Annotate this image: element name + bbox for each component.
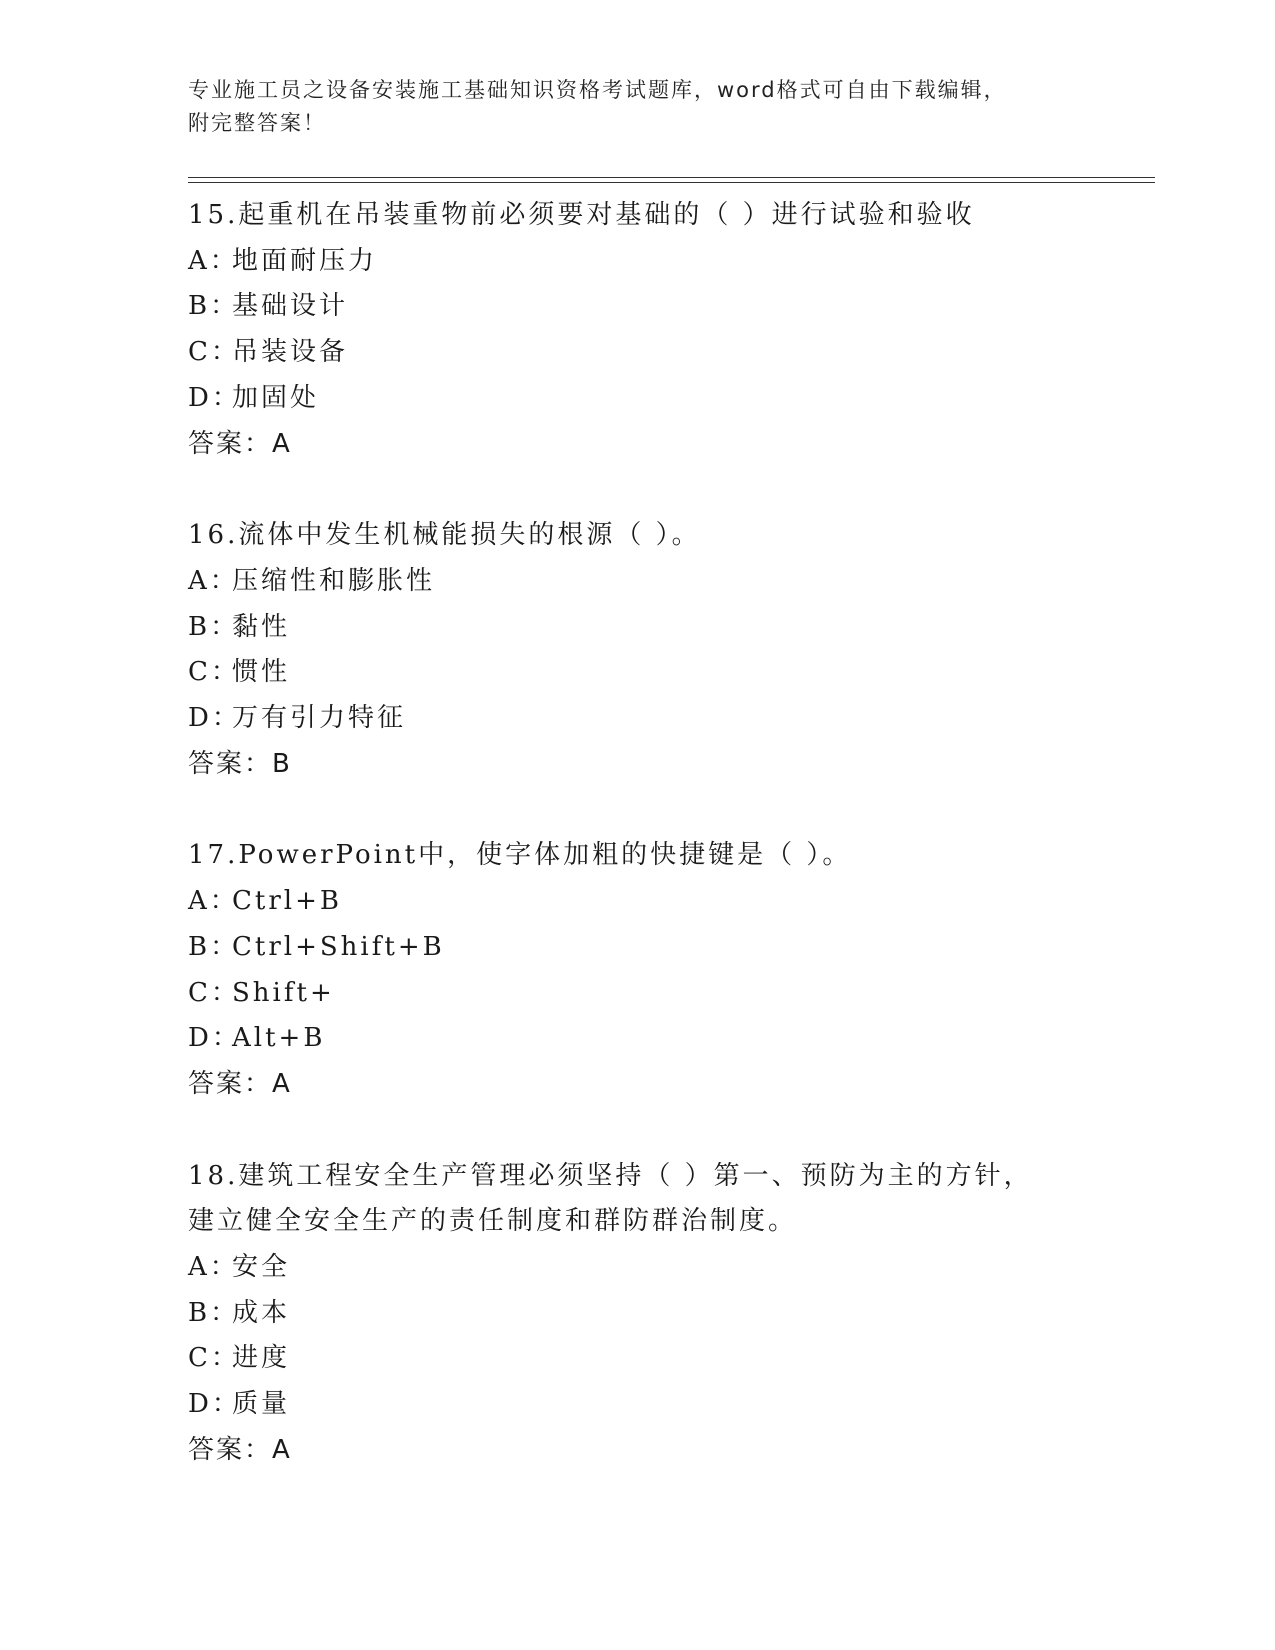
option-text: 安全 <box>232 1252 291 1283</box>
option-d <box>188 1382 1088 1428</box>
option-key: D： <box>188 1023 241 1054</box>
option-key: C： <box>188 337 240 368</box>
question-stem: 15.起重机在吊装重物前必须要对基础的（ ）进行试验和验收 <box>188 200 975 230</box>
option-key: A： <box>188 1252 239 1283</box>
header-divider-bottom <box>188 182 1155 183</box>
option-c <box>188 971 1088 1017</box>
option-a <box>188 239 1088 285</box>
option-b <box>188 284 1088 330</box>
option-key: D： <box>188 382 241 413</box>
option-text: 压缩性和膨胀性 <box>232 565 436 596</box>
header-line-1: 专业施工员之设备安装施工基础知识资格考试题库，word格式可自由下载编辑， <box>188 78 1007 102</box>
option-key: B： <box>188 291 240 322</box>
option-c <box>188 330 1088 376</box>
option-text: Ctrl+Shift+B <box>232 931 445 962</box>
option-key: A： <box>188 565 239 596</box>
option-text: 成本 <box>232 1297 291 1328</box>
document-header <box>188 74 1088 140</box>
option-a <box>188 1245 1088 1291</box>
option-text: Shift+ <box>232 977 335 1008</box>
answer-label: 答案：A <box>188 1068 292 1099</box>
option-text: 黏性 <box>232 611 291 642</box>
question-18 <box>188 1154 1088 1474</box>
option-text: 进度 <box>232 1343 291 1374</box>
option-key: C： <box>188 977 240 1008</box>
question-16 <box>188 513 1088 787</box>
option-key: D： <box>188 703 241 734</box>
option-key: B： <box>188 1297 240 1328</box>
option-key: B： <box>188 931 240 962</box>
option-key: C： <box>188 1343 240 1374</box>
option-text: 惯性 <box>232 657 291 688</box>
option-b <box>188 605 1088 651</box>
option-b <box>188 925 1088 971</box>
option-text: 地面耐压力 <box>232 245 378 276</box>
option-c <box>188 650 1088 696</box>
option-d <box>188 696 1088 742</box>
question-stem: 17.PowerPoint中，使字体加粗的快捷键是（ ）。 <box>188 840 852 871</box>
option-text: 基础设计 <box>232 291 349 322</box>
option-text: Ctrl+B <box>232 886 342 917</box>
option-text: 质量 <box>232 1389 291 1420</box>
option-d <box>188 376 1088 422</box>
option-key: A： <box>188 245 239 276</box>
option-c <box>188 1336 1088 1382</box>
option-text: Alt+B <box>232 1023 326 1054</box>
question-stem: 16.流体中发生机械能损失的根源（ ）。 <box>188 520 701 551</box>
answer-label: 答案：A <box>188 1434 292 1465</box>
header-divider-top <box>188 177 1155 178</box>
question-17 <box>188 833 1088 1107</box>
option-key: A： <box>188 886 239 917</box>
option-text: 加固处 <box>232 382 320 413</box>
option-key: B： <box>188 611 240 642</box>
option-a <box>188 879 1088 925</box>
option-d <box>188 1016 1088 1062</box>
question-list <box>188 193 1088 1520</box>
answer-label: 答案：B <box>188 748 292 779</box>
header-line-2: 附完整答案！ <box>188 111 326 135</box>
answer-label: 答案：A <box>188 428 292 459</box>
option-text: 万有引力特征 <box>232 703 407 734</box>
question-stem: 18.建筑工程安全生产管理必须坚持（ ）第一、预防为主的方针，建立健全安全生产的责任制度和群防群治制度。 <box>188 1160 1033 1237</box>
option-key: D： <box>188 1389 241 1420</box>
question-15 <box>188 193 1088 467</box>
option-key: C： <box>188 657 240 688</box>
option-text: 吊装设备 <box>232 337 349 368</box>
option-b <box>188 1291 1088 1337</box>
option-a <box>188 559 1088 605</box>
